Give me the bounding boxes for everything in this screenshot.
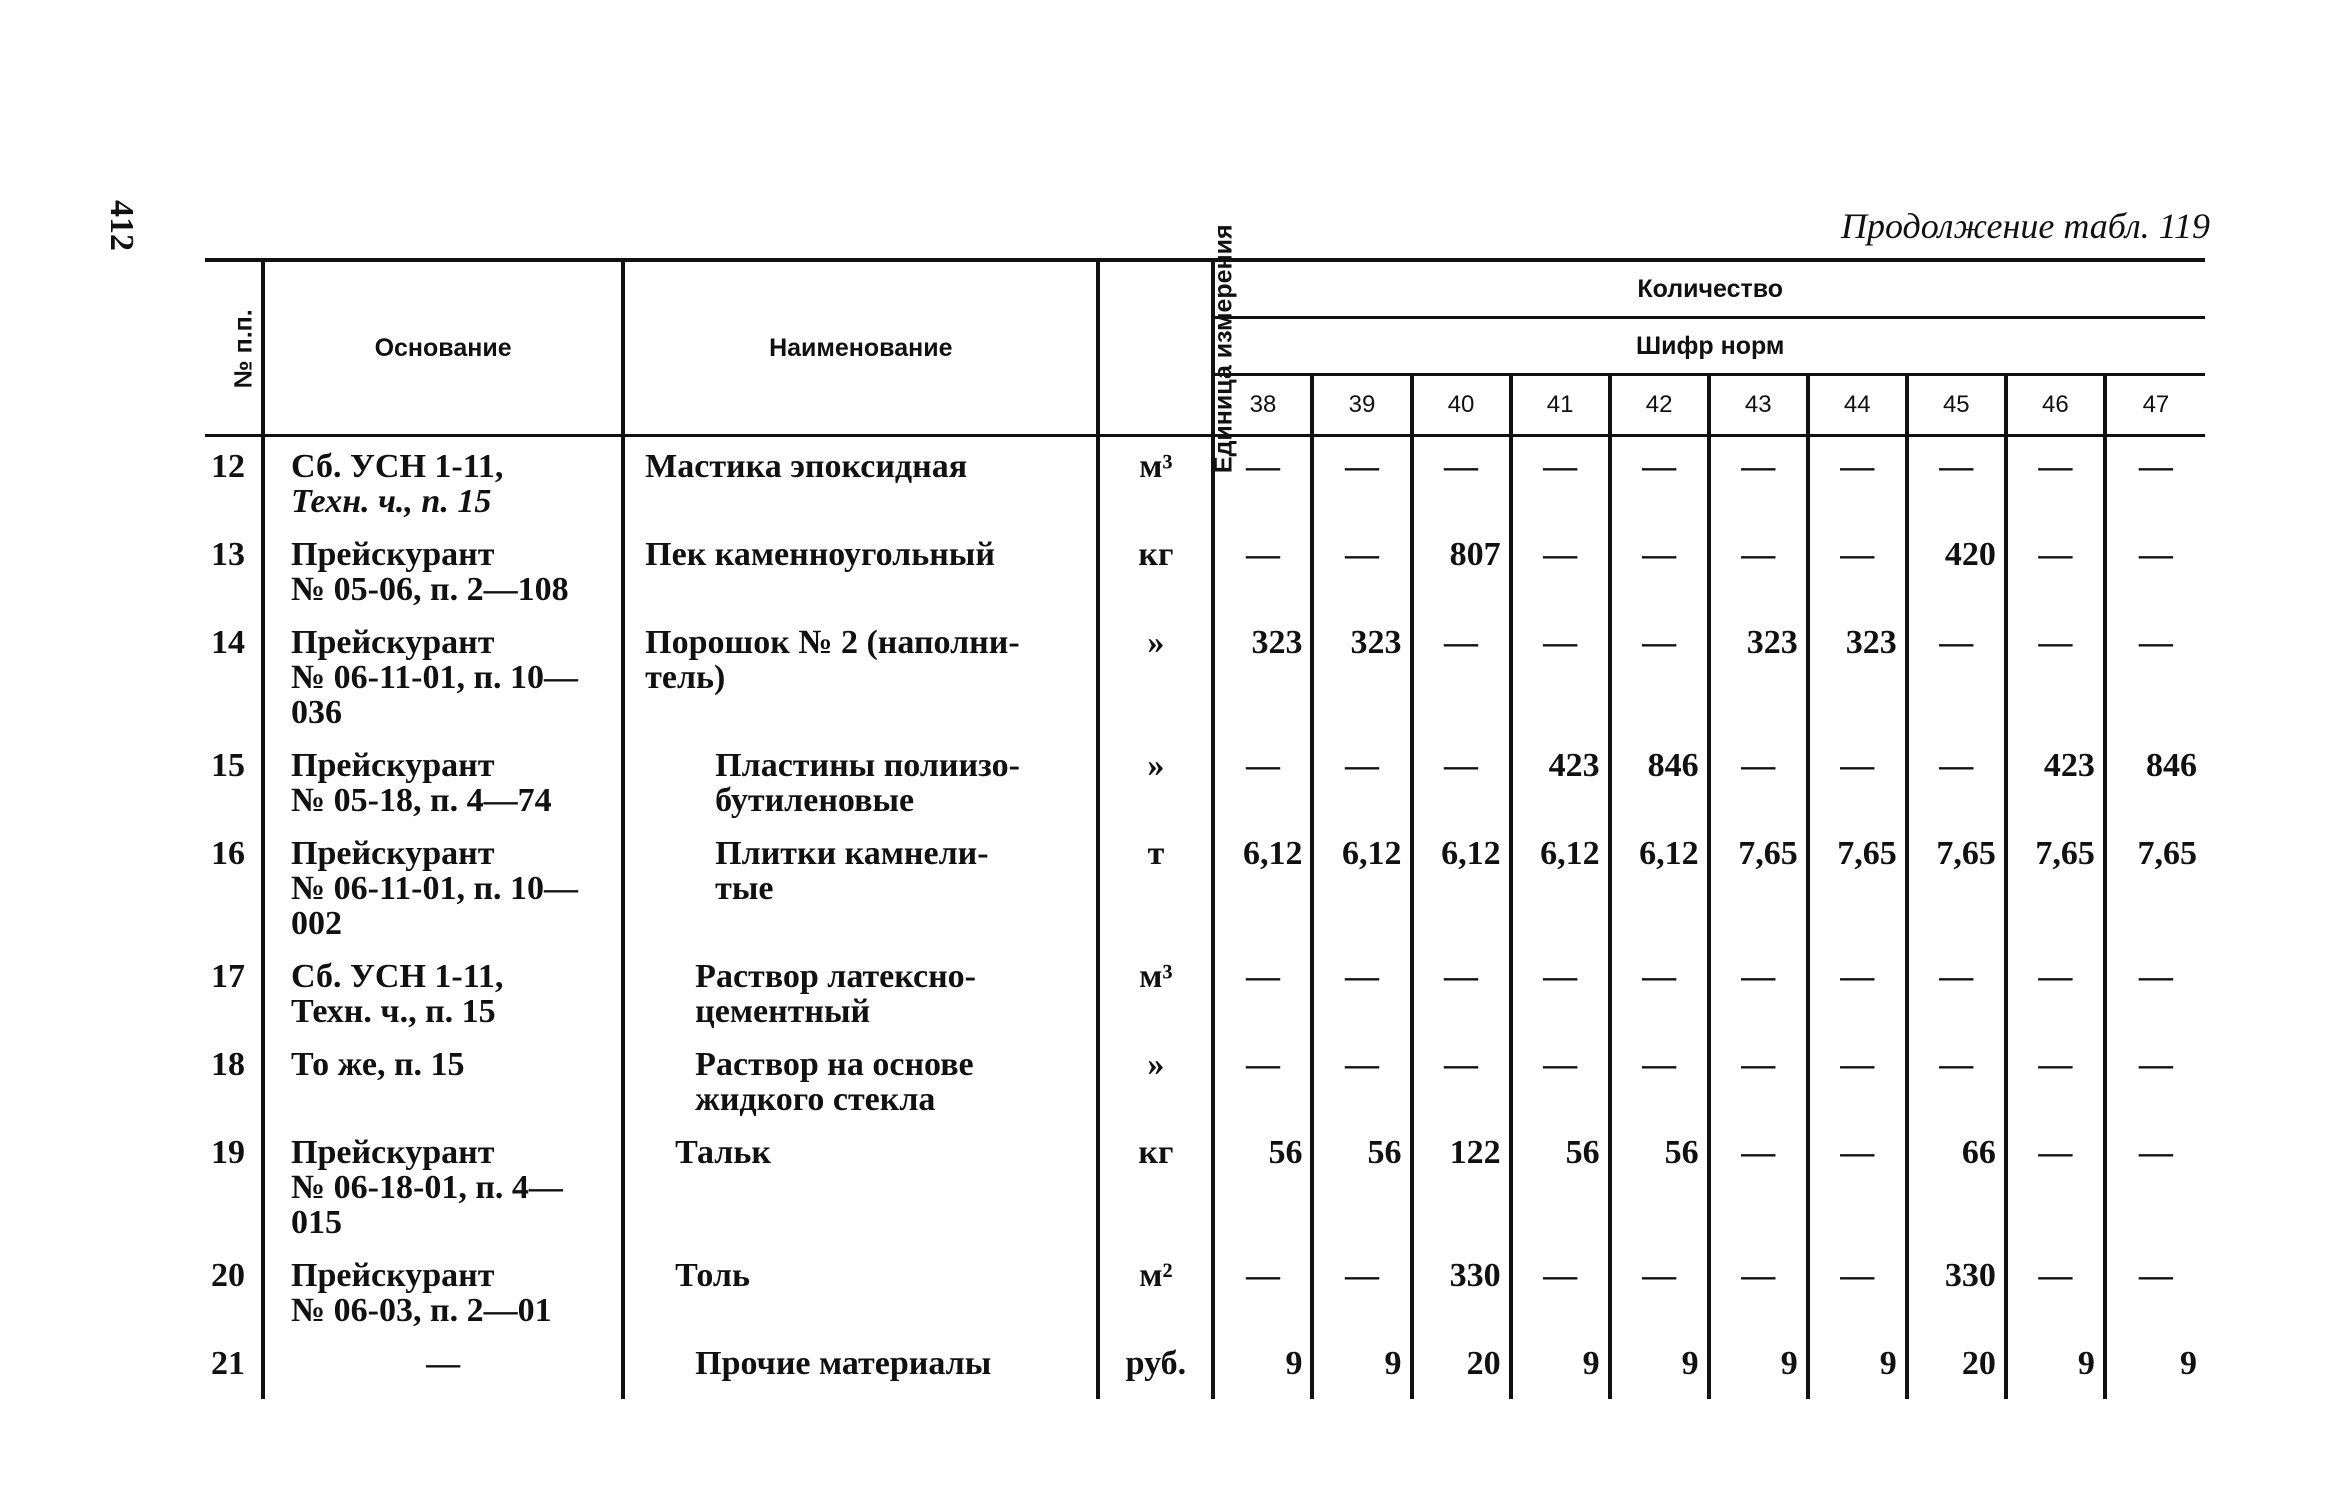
row-unit: » xyxy=(1098,625,1213,748)
row-number: 21 xyxy=(211,1345,245,1382)
row-value-40: 330 xyxy=(1412,1258,1511,1346)
table-row xyxy=(205,836,2205,959)
row-value-40: 20 xyxy=(1412,1346,1511,1399)
table-row xyxy=(205,1135,2205,1258)
row-name: Прочие материалы xyxy=(623,1346,1098,1399)
row-unit: т xyxy=(1098,836,1213,959)
row-value-45: — xyxy=(1907,748,2006,836)
row-value-42: — xyxy=(1610,537,1709,625)
table-row xyxy=(205,748,2205,836)
row-value-41: — xyxy=(1511,959,1610,1047)
row-value-46: 9 xyxy=(2006,1346,2105,1399)
row-unit: руб. xyxy=(1098,1346,1213,1399)
header-row-quantity xyxy=(205,260,2205,318)
row-value-47: 846 xyxy=(2105,748,2205,836)
header-nn: № п.п. xyxy=(205,260,263,436)
row-value-39: — xyxy=(1312,436,1411,538)
row-value-46: — xyxy=(2006,436,2105,538)
row-value-44: — xyxy=(1808,1135,1907,1258)
row-value-38: — xyxy=(1213,748,1312,836)
row-value-44: — xyxy=(1808,436,1907,538)
row-value-47: 9 xyxy=(2105,1346,2205,1399)
row-basis: Сб. УСН 1-11, Техн. ч., п. 15 xyxy=(263,959,623,1047)
row-value-38: — xyxy=(1213,959,1312,1047)
table-caption: Продолжение табл. 119 xyxy=(1840,206,2210,246)
row-value-40: — xyxy=(1412,748,1511,836)
row-unit: » xyxy=(1098,748,1213,836)
row-value-46: — xyxy=(2006,959,2105,1047)
row-value-40: 807 xyxy=(1412,537,1511,625)
row-value-47: — xyxy=(2105,1258,2205,1346)
row-value-45: — xyxy=(1907,959,2006,1047)
header-code-47: 47 xyxy=(2105,375,2205,436)
row-value-38: — xyxy=(1213,1047,1312,1135)
row-number: 15 xyxy=(211,747,245,784)
row-name: Толь xyxy=(623,1258,1098,1346)
row-value-45: 7,65 xyxy=(1907,836,2006,959)
row-unit: м² xyxy=(1098,1258,1213,1346)
row-value-40: — xyxy=(1412,625,1511,748)
row-value-38: 6,12 xyxy=(1213,836,1312,959)
row-value-46: 423 xyxy=(2006,748,2105,836)
header-code-38: 38 xyxy=(1213,375,1312,436)
row-unit: м³ xyxy=(1098,959,1213,1047)
row-name: Раствор на основе жидкого стекла xyxy=(623,1047,1098,1135)
row-name: Пластины полиизо- бутиленовые xyxy=(623,748,1098,836)
table-row xyxy=(205,537,2205,625)
row-number: 18 xyxy=(211,1046,245,1083)
row-value-41: — xyxy=(1511,1047,1610,1135)
header-code-46: 46 xyxy=(2006,375,2105,436)
row-name: Плитки камнели- тые xyxy=(623,836,1098,959)
row-value-43: — xyxy=(1709,959,1808,1047)
row-name: Мастика эпоксидная xyxy=(623,436,1098,538)
row-value-40: — xyxy=(1412,436,1511,538)
row-value-39: — xyxy=(1312,748,1411,836)
row-value-46: — xyxy=(2006,625,2105,748)
row-basis: Прейскурант № 06-03, п. 2—01 xyxy=(263,1258,623,1346)
row-value-38: — xyxy=(1213,537,1312,625)
row-number: 12 xyxy=(211,448,245,485)
row-value-40: — xyxy=(1412,1047,1511,1135)
header-cipher: Шифр норм xyxy=(1213,318,2205,375)
row-unit: » xyxy=(1098,1047,1213,1135)
row-value-43: 7,65 xyxy=(1709,836,1808,959)
row-unit: кг xyxy=(1098,1135,1213,1258)
table-row xyxy=(205,1258,2205,1346)
row-value-47: — xyxy=(2105,959,2205,1047)
row-value-41: — xyxy=(1511,625,1610,748)
row-basis: — xyxy=(263,1346,623,1399)
row-value-44: — xyxy=(1808,537,1907,625)
row-value-42: — xyxy=(1610,959,1709,1047)
row-value-38: 323 xyxy=(1213,625,1312,748)
row-value-44: — xyxy=(1808,959,1907,1047)
row-value-42: — xyxy=(1610,436,1709,538)
row-value-42: — xyxy=(1610,625,1709,748)
row-value-45: 20 xyxy=(1907,1346,2006,1399)
header-code-45: 45 xyxy=(1907,375,2006,436)
row-name: Пек каменноугольный xyxy=(623,537,1098,625)
header-quantity: Количество xyxy=(1213,260,2205,318)
header-code-44: 44 xyxy=(1808,375,1907,436)
row-value-41: — xyxy=(1511,436,1610,538)
row-value-44: — xyxy=(1808,1047,1907,1135)
row-value-47: — xyxy=(2105,1135,2205,1258)
row-basis: Прейскурант № 06-11-01, п. 10— 036 xyxy=(263,625,623,748)
row-value-45: — xyxy=(1907,625,2006,748)
row-basis: Прейскурант № 05-06, п. 2—108 xyxy=(263,537,623,625)
row-value-43: — xyxy=(1709,436,1808,538)
row-number: 16 xyxy=(211,835,245,872)
row-value-39: — xyxy=(1312,1047,1411,1135)
header-code-42: 42 xyxy=(1610,375,1709,436)
row-value-46: — xyxy=(2006,1135,2105,1258)
row-value-40: — xyxy=(1412,959,1511,1047)
row-value-42: 6,12 xyxy=(1610,836,1709,959)
row-value-41: 9 xyxy=(1511,1346,1610,1399)
row-value-47: 7,65 xyxy=(2105,836,2205,959)
row-value-38: — xyxy=(1213,1258,1312,1346)
page-number: 412 xyxy=(103,200,140,251)
row-value-46: — xyxy=(2006,1258,2105,1346)
table-row xyxy=(205,436,2205,538)
row-value-47: — xyxy=(2105,625,2205,748)
row-value-39: 323 xyxy=(1312,625,1411,748)
row-value-43: — xyxy=(1709,1047,1808,1135)
table-row xyxy=(205,959,2205,1047)
row-unit: кг xyxy=(1098,537,1213,625)
row-number: 14 xyxy=(211,624,245,661)
row-value-43: — xyxy=(1709,537,1808,625)
header-code-39: 39 xyxy=(1312,375,1411,436)
row-value-41: 6,12 xyxy=(1511,836,1610,959)
row-value-44: 323 xyxy=(1808,625,1907,748)
row-value-39: 56 xyxy=(1312,1135,1411,1258)
row-value-41: — xyxy=(1511,537,1610,625)
row-value-44: 9 xyxy=(1808,1346,1907,1399)
row-value-38: 9 xyxy=(1213,1346,1312,1399)
row-basis: Прейскурант № 06-11-01, п. 10— 002 xyxy=(263,836,623,959)
row-value-46: — xyxy=(2006,1047,2105,1135)
row-value-43: 9 xyxy=(1709,1346,1808,1399)
row-value-45: 66 xyxy=(1907,1135,2006,1258)
row-basis: Сб. УСН 1-11, Техн. ч., п. 15 xyxy=(263,436,623,538)
row-value-43: — xyxy=(1709,1135,1808,1258)
header-unit: Единица измерения xyxy=(1098,260,1213,436)
row-value-40: 122 xyxy=(1412,1135,1511,1258)
row-value-42: — xyxy=(1610,1047,1709,1135)
row-value-39: — xyxy=(1312,537,1411,625)
row-number: 17 xyxy=(211,958,245,995)
row-value-45: — xyxy=(1907,1047,2006,1135)
header-code-40: 40 xyxy=(1412,375,1511,436)
row-value-43: — xyxy=(1709,1258,1808,1346)
row-value-46: — xyxy=(2006,537,2105,625)
row-value-40: 6,12 xyxy=(1412,836,1511,959)
row-value-41: 423 xyxy=(1511,748,1610,836)
header-basis: Основание xyxy=(263,260,623,436)
row-value-42: 846 xyxy=(1610,748,1709,836)
row-value-47: — xyxy=(2105,436,2205,538)
row-value-39: 9 xyxy=(1312,1346,1411,1399)
row-basis: Прейскурант № 05-18, п. 4—74 xyxy=(263,748,623,836)
row-basis: Прейскурант № 06-18-01, п. 4— 015 xyxy=(263,1135,623,1258)
header-code-43: 43 xyxy=(1709,375,1808,436)
header-name: Наименование xyxy=(623,260,1098,436)
table-row xyxy=(205,625,2205,748)
row-value-45: — xyxy=(1907,436,2006,538)
row-number: 19 xyxy=(211,1134,245,1171)
row-value-44: — xyxy=(1808,748,1907,836)
row-basis: То же, п. 15 xyxy=(263,1047,623,1135)
header-code-41: 41 xyxy=(1511,375,1610,436)
row-value-41: — xyxy=(1511,1258,1610,1346)
row-number: 20 xyxy=(211,1257,245,1294)
row-name: Порошок № 2 (наполни- тель) xyxy=(623,625,1098,748)
row-value-39: — xyxy=(1312,1258,1411,1346)
row-value-43: 323 xyxy=(1709,625,1808,748)
row-name: Раствор латексно- цементный xyxy=(623,959,1098,1047)
row-value-47: — xyxy=(2105,537,2205,625)
row-value-39: — xyxy=(1312,959,1411,1047)
row-value-39: 6,12 xyxy=(1312,836,1411,959)
row-number: 13 xyxy=(211,536,245,573)
row-value-46: 7,65 xyxy=(2006,836,2105,959)
row-value-43: — xyxy=(1709,748,1808,836)
row-value-38: 56 xyxy=(1213,1135,1312,1258)
row-name: Тальк xyxy=(623,1135,1098,1258)
row-value-45: 330 xyxy=(1907,1258,2006,1346)
row-value-45: 420 xyxy=(1907,537,2006,625)
row-value-44: — xyxy=(1808,1258,1907,1346)
row-value-42: 56 xyxy=(1610,1135,1709,1258)
row-value-44: 7,65 xyxy=(1808,836,1907,959)
row-value-38: — xyxy=(1213,436,1312,538)
row-unit: м³ xyxy=(1098,436,1213,538)
table-body xyxy=(205,436,2205,1400)
table-row xyxy=(205,1346,2205,1399)
table-row xyxy=(205,1047,2205,1135)
row-value-42: 9 xyxy=(1610,1346,1709,1399)
row-value-42: — xyxy=(1610,1258,1709,1346)
row-value-47: — xyxy=(2105,1047,2205,1135)
row-value-41: 56 xyxy=(1511,1135,1610,1258)
